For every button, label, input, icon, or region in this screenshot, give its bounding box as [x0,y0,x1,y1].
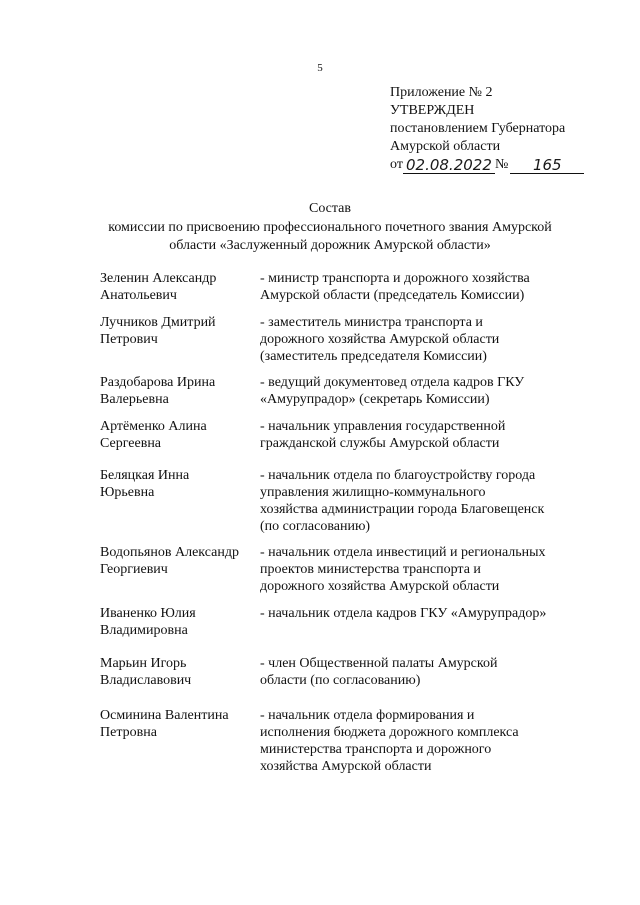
member-role-line: (заместитель председателя Комиссии) [260,349,487,364]
member-name [100,605,260,639]
member-role-line: управления жилищно-коммунального [260,485,486,500]
member-role-line: хозяйства администрации города Благовещенск [260,502,545,517]
member-role-line: - начальник отдела формирования и [260,708,475,723]
member-name-line: Иваненко Юлия [100,606,196,621]
number-prefix: № [494,157,509,172]
member-role-line: (по согласованию) [260,519,371,534]
member-role-line: Амурской области (председатель Комиссии) [260,288,525,303]
member-role-line: - начальник управления государственной [260,419,506,434]
member-name-line: Георгиевич [100,562,168,577]
title-line-2: области «Заслуженный дорожник Амурской области» [169,238,491,253]
member-role [260,418,570,452]
member-role-line: хозяйства Амурской области [260,759,432,774]
member-row [100,314,570,365]
member-role [260,314,570,365]
member-row [100,270,570,304]
member-row [100,605,570,639]
member-name [100,655,260,689]
member-name [100,270,260,304]
member-row [100,374,570,408]
handwritten-number: 165 [510,157,584,174]
member-row [100,544,570,595]
title-line-1: комиссии по присвоению профессионального почетного звания Амурской [108,220,552,235]
member-name [100,544,260,595]
document-title [100,200,560,255]
member-role [260,270,570,304]
approval-block [390,84,584,174]
member-role [260,655,570,689]
decree-label: постановлением Губернатора [390,121,566,136]
member-role-line: - член Общественной палаты Амурской [260,656,498,671]
member-role-line: области (по согласованию) [260,673,421,688]
member-name [100,467,260,535]
member-row [100,418,570,452]
approved-label: УТВЕРЖДЕН [390,103,475,118]
member-name [100,314,260,365]
member-role-line: дорожного хозяйства Амурской области [260,579,500,594]
member-role-line: - ведущий документовед отдела кадров ГКУ [260,375,525,390]
member-role-line: - начальник отдела по благоустройству города [260,468,536,483]
member-role-line: - начальник отдела кадров ГКУ «Амурупрадор» [260,606,547,621]
member-name [100,374,260,408]
member-role-line: дорожного хозяйства Амурской области [260,332,500,347]
member-name-line: Валерьевна [100,392,169,407]
member-role-line: проектов министерства транспорта и [260,562,481,577]
member-name-line: Владиславович [100,673,192,688]
date-number-line [390,156,584,174]
member-name [100,418,260,452]
member-name-line: Осминина Валентина [100,708,229,723]
member-role [260,707,570,775]
member-role-line: - заместитель министра транспорта и [260,315,483,330]
member-row [100,655,570,689]
member-role [260,467,570,535]
member-role-line: министерства транспорта и дорожного [260,742,492,757]
date-prefix: от [390,157,403,172]
member-name-line: Водопьянов Александр [100,545,239,560]
member-role-line: - начальник отдела инвестиций и региональных [260,545,546,560]
member-name-line: Юрьевна [100,485,155,500]
member-role-line: «Амурупрадор» (секретарь Комиссии) [260,392,490,407]
member-name-line: Артёменко Алина [100,419,207,434]
member-name-line: Петровна [100,725,157,740]
member-name-line: Беляцкая Инна [100,468,190,483]
member-role-line: гражданской службы Амурской области [260,436,500,451]
member-name-line: Лучников Дмитрий [100,315,216,330]
page-number: 5 [317,62,323,74]
member-name-line: Сергеевна [100,436,162,451]
member-name-line: Владимировна [100,623,188,638]
member-name-line: Петрович [100,332,158,347]
member-name-line: Марьин Игорь [100,656,187,671]
member-name [100,707,260,775]
region-label: Амурской области [390,139,501,154]
member-row [100,467,570,535]
member-role [260,544,570,595]
member-role [260,605,570,639]
member-role [260,374,570,408]
title-heading: Состав [308,201,351,216]
handwritten-date: 02.08.2022 [403,157,495,174]
appendix-label: Приложение № 2 [390,85,493,100]
member-row [100,707,570,775]
member-name-line: Зеленин Александр [100,271,217,286]
member-role-line: исполнения бюджета дорожного комплекса [260,725,519,740]
member-role-line: - министр транспорта и дорожного хозяйства [260,271,530,286]
member-name-line: Раздобарова Ирина [100,375,216,390]
member-name-line: Анатольевич [100,288,177,303]
